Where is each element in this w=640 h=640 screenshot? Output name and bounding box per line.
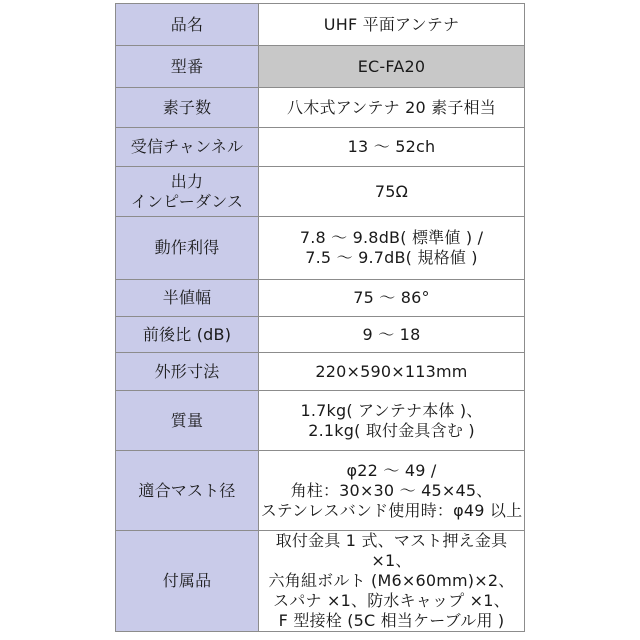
label-channels: 受信チャンネル [116, 128, 259, 167]
table-row-accessories [116, 531, 525, 632]
spec-table [115, 3, 525, 632]
label-model-number: 型番 [116, 46, 259, 88]
label-impedance: 出力 インピーダンス [116, 167, 259, 217]
value-model-number: EC-FA20 [259, 46, 525, 88]
table-row-gain [116, 217, 525, 280]
table-row-product-name [116, 4, 525, 46]
label-gain: 動作利得 [116, 217, 259, 280]
value-half-power-width: 75 ～ 86° [259, 280, 525, 317]
label-product-name: 品名 [116, 4, 259, 46]
value-front-back-ratio: 9 ～ 18 [259, 317, 525, 353]
value-weight: 1.7kg( アンテナ本体 )、 2.1kg( 取付金具含む ) [259, 391, 525, 451]
value-channels: 13 ～ 52ch [259, 128, 525, 167]
table-row-model-number [116, 46, 525, 88]
label-weight: 質量 [116, 391, 259, 451]
table-row-impedance [116, 167, 525, 217]
table-row-half-power-width [116, 280, 525, 317]
value-dimensions: 220×590×113mm [259, 353, 525, 391]
value-gain: 7.8 ～ 9.8dB( 標準値 ) / 7.5 ～ 9.7dB( 規格値 ) [259, 217, 525, 280]
table-row-channels [116, 128, 525, 167]
table-row-mast-diameter [116, 451, 525, 531]
label-dimensions: 外形寸法 [116, 353, 259, 391]
table-row-dimensions [116, 353, 525, 391]
label-half-power-width: 半値幅 [116, 280, 259, 317]
value-elements: 八木式アンテナ 20 素子相当 [259, 88, 525, 128]
label-front-back-ratio: 前後比 (dB) [116, 317, 259, 353]
label-mast-diameter: 適合マスト径 [116, 451, 259, 531]
value-accessories: 取付金具 1 式、マスト押え金具 ×1、 六角組ボルト (M6×60mm)×2、 スパナ ×1、防水キャップ ×1、 F 型接栓 (5C 相当ケーブル用 ) [259, 531, 525, 632]
value-mast-diameter: φ22 ～ 49 / 角柱：30×30 ～ 45×45、 ステンレスバンド使用時：φ49 以上 [259, 451, 525, 531]
label-elements: 素子数 [116, 88, 259, 128]
value-product-name: UHF 平面アンテナ [259, 4, 525, 46]
table-row-weight [116, 391, 525, 451]
table-row-elements [116, 88, 525, 128]
value-impedance: 75Ω [259, 167, 525, 217]
table-row-front-back-ratio [116, 317, 525, 353]
label-accessories: 付属品 [116, 531, 259, 632]
